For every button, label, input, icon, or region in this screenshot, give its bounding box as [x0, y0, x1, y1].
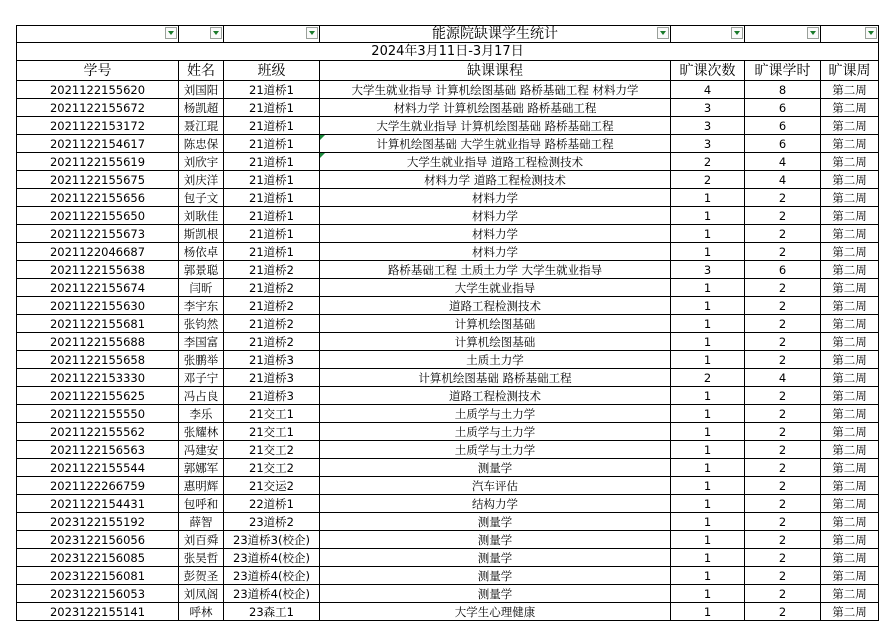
cell-name[interactable]: 冯占良: [179, 387, 224, 405]
subtitle-row: [17, 43, 879, 61]
cell-class[interactable]: 21道桥2: [224, 261, 320, 279]
cell-absence-count[interactable]: 1: [671, 279, 745, 297]
cell-student-id[interactable]: 2021122155673: [17, 225, 179, 243]
cell-missed-courses[interactable]: 测量学: [320, 567, 671, 585]
cell-missed-courses[interactable]: 测量学: [320, 459, 671, 477]
cell-absence-week[interactable]: 第二周: [821, 207, 879, 225]
cell-absence-hours[interactable]: 2: [745, 567, 821, 585]
cell-missed-courses[interactable]: 材料力学 道路工程检测技术: [320, 171, 671, 189]
header-class: 班级: [224, 61, 320, 81]
cell-absence-count[interactable]: 1: [671, 567, 745, 585]
filter-dropdown-icon[interactable]: [306, 27, 318, 39]
cell-absence-week[interactable]: 第二周: [821, 117, 879, 135]
cell-student-id[interactable]: 2021122155562: [17, 423, 179, 441]
cell-name[interactable]: 刘国阳: [179, 81, 224, 99]
table-row: [17, 315, 879, 333]
cell-absence-week[interactable]: 第二周: [821, 441, 879, 459]
table-row: [17, 261, 879, 279]
cell-absence-hours[interactable]: 6: [745, 99, 821, 117]
cell-name[interactable]: 杨凯超: [179, 99, 224, 117]
cell-missed-courses[interactable]: 大学生就业指导 计算机绘图基础 路桥基础工程 材料力学: [320, 81, 671, 99]
cell-absence-hours[interactable]: 2: [745, 243, 821, 261]
cell-absence-week[interactable]: 第二周: [821, 369, 879, 387]
cell-class[interactable]: 21道桥1: [224, 225, 320, 243]
cell-absence-count[interactable]: 2: [671, 369, 745, 387]
cell-absence-hours[interactable]: 2: [745, 387, 821, 405]
table-row: [17, 495, 879, 513]
cell-absence-count[interactable]: 2: [671, 171, 745, 189]
cell-student-id[interactable]: 2021122266759: [17, 477, 179, 495]
table-row: [17, 207, 879, 225]
header-row: [17, 61, 879, 81]
cell-absence-count[interactable]: 3: [671, 135, 745, 153]
cell-absence-week[interactable]: 第二周: [821, 135, 879, 153]
cell-class[interactable]: 21道桥2: [224, 279, 320, 297]
cell-name[interactable]: 包呼和: [179, 495, 224, 513]
filter-dropdown-icon[interactable]: [210, 27, 222, 39]
cell-class[interactable]: 21交工2: [224, 459, 320, 477]
cell-absence-count[interactable]: 1: [671, 441, 745, 459]
cell-name[interactable]: 李乐: [179, 405, 224, 423]
cell-absence-week[interactable]: 第二周: [821, 225, 879, 243]
cell-absence-count[interactable]: 1: [671, 459, 745, 477]
cell-absence-week[interactable]: 第二周: [821, 297, 879, 315]
cell-missed-courses[interactable]: 路桥基础工程 土质土力学 大学生就业指导: [320, 261, 671, 279]
cell-absence-hours[interactable]: 2: [745, 207, 821, 225]
cell-student-id[interactable]: 2021122156563: [17, 441, 179, 459]
filter-dropdown-icon[interactable]: [865, 27, 877, 39]
cell-absence-hours[interactable]: 2: [745, 513, 821, 531]
filter-cell-course: [320, 26, 671, 43]
cell-absence-week[interactable]: 第二周: [821, 81, 879, 99]
table-row: [17, 297, 879, 315]
cell-class[interactable]: 23道桥4(校企): [224, 549, 320, 567]
cell-class[interactable]: 21交工1: [224, 423, 320, 441]
cell-absence-week[interactable]: 第二周: [821, 261, 879, 279]
cell-missed-courses[interactable]: 测量学: [320, 531, 671, 549]
cell-absence-count[interactable]: 1: [671, 315, 745, 333]
cell-class[interactable]: 21道桥1: [224, 153, 320, 171]
cell-class[interactable]: 21道桥3: [224, 351, 320, 369]
cell-absence-hours[interactable]: 6: [745, 117, 821, 135]
cell-class[interactable]: 21道桥1: [224, 189, 320, 207]
cell-student-id[interactable]: 2021122155688: [17, 333, 179, 351]
cell-absence-week[interactable]: 第二周: [821, 405, 879, 423]
cell-class[interactable]: 21交运2: [224, 477, 320, 495]
filter-dropdown-icon[interactable]: [165, 27, 177, 39]
cell-class[interactable]: 23道桥4(校企): [224, 585, 320, 603]
cell-name[interactable]: 陈忠保: [179, 135, 224, 153]
table-row: [17, 459, 879, 477]
filter-dropdown-icon[interactable]: [657, 27, 669, 39]
cell-class[interactable]: 21道桥1: [224, 99, 320, 117]
filter-cell-class: [224, 26, 320, 43]
cell-class[interactable]: 21道桥3: [224, 387, 320, 405]
cell-student-id[interactable]: 2021122155675: [17, 171, 179, 189]
cell-class[interactable]: 23道桥3(校企): [224, 531, 320, 549]
cell-student-id[interactable]: 2021122154431: [17, 495, 179, 513]
cell-class[interactable]: 21交工1: [224, 405, 320, 423]
cell-absence-week[interactable]: 第二周: [821, 279, 879, 297]
cell-class[interactable]: 21交工2: [224, 441, 320, 459]
table-row: [17, 171, 879, 189]
cell-name[interactable]: 郭娜军: [179, 459, 224, 477]
cell-student-id[interactable]: 2021122155620: [17, 81, 179, 99]
cell-absence-count[interactable]: 3: [671, 117, 745, 135]
header-student-id: 学号: [17, 61, 179, 81]
cell-student-id[interactable]: 2021122153330: [17, 369, 179, 387]
table-row: [17, 387, 879, 405]
table-row: [17, 423, 879, 441]
cell-absence-count[interactable]: 1: [671, 585, 745, 603]
cell-absence-count[interactable]: 4: [671, 81, 745, 99]
cell-class[interactable]: 21道桥1: [224, 207, 320, 225]
cell-missed-courses[interactable]: 材料力学: [320, 207, 671, 225]
cell-missed-courses[interactable]: 计算机绘图基础 路桥基础工程: [320, 369, 671, 387]
cell-missed-courses[interactable]: 材料力学: [320, 225, 671, 243]
cell-absence-week[interactable]: 第二周: [821, 495, 879, 513]
cell-name[interactable]: 李国富: [179, 333, 224, 351]
cell-absence-hours[interactable]: 2: [745, 351, 821, 369]
filter-cell-week: [821, 26, 879, 43]
cell-missed-courses[interactable]: 道路工程检测技术: [320, 387, 671, 405]
cell-missed-courses[interactable]: 测量学: [320, 585, 671, 603]
cell-absence-week[interactable]: 第二周: [821, 459, 879, 477]
cell-absence-hours[interactable]: 2: [745, 585, 821, 603]
cell-missed-courses[interactable]: 测量学: [320, 513, 671, 531]
cell-class[interactable]: 21道桥1: [224, 81, 320, 99]
table-row: [17, 117, 879, 135]
cell-student-id[interactable]: 2023122156053: [17, 585, 179, 603]
table-row: [17, 81, 879, 99]
cell-absence-hours[interactable]: 2: [745, 423, 821, 441]
cell-absence-week[interactable]: 第二周: [821, 333, 879, 351]
date-range: 2024年3月11日-3月17日: [17, 43, 879, 61]
absence-table: [16, 25, 879, 621]
cell-missed-courses[interactable]: 大学生心理健康: [320, 603, 671, 621]
cell-absence-week[interactable]: 第二周: [821, 549, 879, 567]
cell-absence-count[interactable]: 1: [671, 225, 745, 243]
cell-class[interactable]: 23道桥4(校企): [224, 567, 320, 585]
cell-name[interactable]: 彭贺圣: [179, 567, 224, 585]
table-row: [17, 549, 879, 567]
cell-name[interactable]: 闫昕: [179, 279, 224, 297]
cell-student-id[interactable]: 2021122155674: [17, 279, 179, 297]
cell-absence-hours[interactable]: 8: [745, 81, 821, 99]
cell-absence-hours[interactable]: 2: [745, 603, 821, 621]
table-row: [17, 369, 879, 387]
cell-class[interactable]: 21道桥2: [224, 297, 320, 315]
cell-absence-count[interactable]: 1: [671, 603, 745, 621]
cell-absence-hours[interactable]: 2: [745, 495, 821, 513]
cell-absence-count[interactable]: 3: [671, 261, 745, 279]
header-absence-week: 旷课周: [821, 61, 879, 81]
cell-absence-week[interactable]: 第二周: [821, 171, 879, 189]
cell-student-id[interactable]: 2021122154617: [17, 135, 179, 153]
cell-class[interactable]: 23森工1: [224, 603, 320, 621]
cell-absence-hours[interactable]: 2: [745, 405, 821, 423]
table-row: [17, 243, 879, 261]
cell-absence-hours[interactable]: 4: [745, 369, 821, 387]
cell-student-id[interactable]: 2021122155550: [17, 405, 179, 423]
cell-absence-week[interactable]: 第二周: [821, 243, 879, 261]
cell-name[interactable]: 聂江琨: [179, 117, 224, 135]
table-row: [17, 99, 879, 117]
header-name: 姓名: [179, 61, 224, 81]
cell-missed-courses[interactable]: 土质学与土力学: [320, 405, 671, 423]
cell-absence-week[interactable]: 第二周: [821, 189, 879, 207]
table-row: [17, 279, 879, 297]
cell-missed-courses[interactable]: 土质土力学: [320, 351, 671, 369]
sheet-title: 能源院缺课学生统计: [432, 26, 558, 42]
header-absence-hours: 旷课学时: [745, 61, 821, 81]
cell-name[interactable]: 郭景聪: [179, 261, 224, 279]
cell-student-id[interactable]: 2021122155619: [17, 153, 179, 171]
cell-student-id[interactable]: 2021122155630: [17, 297, 179, 315]
cell-absence-count[interactable]: 1: [671, 405, 745, 423]
cell-name[interactable]: 惠明辉: [179, 477, 224, 495]
cell-name[interactable]: 刘欣宇: [179, 153, 224, 171]
cell-missed-courses[interactable]: [320, 153, 671, 171]
table-row: [17, 603, 879, 621]
cell-absence-week[interactable]: 第二周: [821, 351, 879, 369]
cell-student-id[interactable]: 2021122155658: [17, 351, 179, 369]
table-row: [17, 153, 879, 171]
filter-dropdown-icon[interactable]: [807, 27, 819, 39]
cell-student-id[interactable]: 2021122155656: [17, 189, 179, 207]
cell-absence-count[interactable]: 1: [671, 189, 745, 207]
cell-student-id[interactable]: 2021122155625: [17, 387, 179, 405]
cell-missed-courses[interactable]: [320, 135, 671, 153]
cell-class[interactable]: 23道桥2: [224, 513, 320, 531]
filter-row: [17, 26, 879, 43]
cell-absence-week[interactable]: 第二周: [821, 585, 879, 603]
cell-missed-courses[interactable]: 大学生就业指导: [320, 279, 671, 297]
cell-absence-hours[interactable]: 4: [745, 153, 821, 171]
cell-missed-courses[interactable]: 测量学: [320, 549, 671, 567]
cell-absence-count[interactable]: 1: [671, 333, 745, 351]
cell-absence-week[interactable]: 第二周: [821, 513, 879, 531]
cell-absence-hours[interactable]: 2: [745, 549, 821, 567]
cell-absence-week[interactable]: 第二周: [821, 153, 879, 171]
table-row: [17, 441, 879, 459]
cell-absence-week[interactable]: 第二周: [821, 315, 879, 333]
table-row: [17, 405, 879, 423]
cell-name[interactable]: 刘百舜: [179, 531, 224, 549]
filter-cell-name: [179, 26, 224, 43]
cell-name[interactable]: 刘庆洋: [179, 171, 224, 189]
cell-student-id[interactable]: 2023122156056: [17, 531, 179, 549]
cell-missed-courses[interactable]: 汽车评估: [320, 477, 671, 495]
cell-absence-count[interactable]: 1: [671, 531, 745, 549]
cell-class[interactable]: 21道桥3: [224, 369, 320, 387]
cell-name[interactable]: 张钧然: [179, 315, 224, 333]
table-row: [17, 585, 879, 603]
cell-class[interactable]: 21道桥1: [224, 117, 320, 135]
cell-missed-courses[interactable]: 材料力学: [320, 189, 671, 207]
table-row: [17, 477, 879, 495]
spreadsheet: [16, 25, 878, 621]
table-row: [17, 189, 879, 207]
cell-absence-count[interactable]: 1: [671, 297, 745, 315]
table-row: [17, 333, 879, 351]
table-row: [17, 135, 879, 153]
comment-marker-icon: [320, 135, 325, 140]
table-row: [17, 351, 879, 369]
cell-absence-count[interactable]: 1: [671, 207, 745, 225]
cell-class[interactable]: 22道桥1: [224, 495, 320, 513]
filter-cell-id: [17, 26, 179, 43]
cell-class[interactable]: 21道桥2: [224, 333, 320, 351]
cell-student-id[interactable]: 2023122155141: [17, 603, 179, 621]
cell-student-id[interactable]: 2023122156085: [17, 549, 179, 567]
cell-absence-count[interactable]: 3: [671, 99, 745, 117]
cell-absence-hours[interactable]: 2: [745, 477, 821, 495]
cell-name[interactable]: 李宇东: [179, 297, 224, 315]
cell-absence-count[interactable]: 1: [671, 351, 745, 369]
cell-missed-courses[interactable]: 道路工程检测技术: [320, 297, 671, 315]
cell-student-id[interactable]: 2021122155681: [17, 315, 179, 333]
table-row: [17, 531, 879, 549]
cell-name[interactable]: 邓子宁: [179, 369, 224, 387]
cell-absence-hours[interactable]: 2: [745, 297, 821, 315]
cell-student-id[interactable]: 2021122155544: [17, 459, 179, 477]
cell-missed-courses[interactable]: 土质学与土力学: [320, 441, 671, 459]
cell-student-id[interactable]: 2021122155650: [17, 207, 179, 225]
cell-absence-count[interactable]: 1: [671, 495, 745, 513]
cell-name[interactable]: 包子文: [179, 189, 224, 207]
cell-name[interactable]: 刘耿佳: [179, 207, 224, 225]
header-missed-courses: 缺课课程: [320, 61, 671, 81]
cell-student-id[interactable]: 2023122156081: [17, 567, 179, 585]
cell-absence-count[interactable]: 1: [671, 549, 745, 567]
cell-name[interactable]: 斯凯根: [179, 225, 224, 243]
cell-absence-hours[interactable]: 2: [745, 441, 821, 459]
cell-name[interactable]: 刘凤阁: [179, 585, 224, 603]
cell-absence-hours[interactable]: 2: [745, 531, 821, 549]
cell-name[interactable]: 张昊哲: [179, 549, 224, 567]
cell-absence-hours[interactable]: 2: [745, 189, 821, 207]
cell-absence-week[interactable]: 第二周: [821, 423, 879, 441]
cell-absence-hours[interactable]: 4: [745, 171, 821, 189]
cell-name[interactable]: 薛智: [179, 513, 224, 531]
cell-class[interactable]: 21道桥1: [224, 171, 320, 189]
cell-missed-courses[interactable]: 材料力学 计算机绘图基础 路桥基础工程: [320, 99, 671, 117]
cell-absence-hours[interactable]: 6: [745, 135, 821, 153]
cell-absence-hours[interactable]: 2: [745, 279, 821, 297]
table-row: [17, 225, 879, 243]
cell-absence-count[interactable]: 1: [671, 243, 745, 261]
cell-missed-courses[interactable]: 材料力学: [320, 243, 671, 261]
cell-absence-week[interactable]: 第二周: [821, 603, 879, 621]
cell-absence-hours[interactable]: 2: [745, 459, 821, 477]
filter-cell-count: [671, 26, 745, 43]
cell-absence-hours[interactable]: 2: [745, 225, 821, 243]
cell-absence-week[interactable]: 第二周: [821, 567, 879, 585]
cell-absence-count[interactable]: 1: [671, 423, 745, 441]
cell-absence-count[interactable]: 1: [671, 387, 745, 405]
cell-absence-hours[interactable]: 2: [745, 315, 821, 333]
filter-dropdown-icon[interactable]: [731, 27, 743, 39]
cell-absence-hours[interactable]: 2: [745, 333, 821, 351]
cell-absence-count[interactable]: 1: [671, 513, 745, 531]
cell-absence-week[interactable]: 第二周: [821, 477, 879, 495]
cell-missed-courses[interactable]: 土质学与土力学: [320, 423, 671, 441]
cell-class[interactable]: 21道桥1: [224, 135, 320, 153]
cell-absence-count[interactable]: 1: [671, 477, 745, 495]
header-absence-count: 旷课次数: [671, 61, 745, 81]
cell-student-id[interactable]: 2021122046687: [17, 243, 179, 261]
cell-absence-week[interactable]: 第二周: [821, 99, 879, 117]
cell-student-id[interactable]: 2023122155192: [17, 513, 179, 531]
cell-missed-courses[interactable]: 计算机绘图基础: [320, 333, 671, 351]
cell-student-id[interactable]: 2021122155672: [17, 99, 179, 117]
cell-name[interactable]: 张鹏举: [179, 351, 224, 369]
table-row: [17, 513, 879, 531]
cell-name[interactable]: 张耀林: [179, 423, 224, 441]
cell-absence-week[interactable]: 第二周: [821, 531, 879, 549]
filter-cell-hours: [745, 26, 821, 43]
cell-missed-courses[interactable]: 结构力学: [320, 495, 671, 513]
cell-absence-count[interactable]: 2: [671, 153, 745, 171]
cell-text: 大学生就业指导 道路工程检测技术: [406, 154, 584, 169]
cell-missed-courses[interactable]: 计算机绘图基础: [320, 315, 671, 333]
cell-class[interactable]: 21道桥1: [224, 243, 320, 261]
cell-missed-courses[interactable]: 大学生就业指导 计算机绘图基础 路桥基础工程: [320, 117, 671, 135]
cell-name[interactable]: 呼林: [179, 603, 224, 621]
cell-name[interactable]: 杨依卓: [179, 243, 224, 261]
cell-student-id[interactable]: 2021122153172: [17, 117, 179, 135]
cell-name[interactable]: 冯建安: [179, 441, 224, 459]
cell-student-id[interactable]: 2021122155638: [17, 261, 179, 279]
cell-absence-hours[interactable]: 6: [745, 261, 821, 279]
table-row: [17, 567, 879, 585]
cell-absence-week[interactable]: 第二周: [821, 387, 879, 405]
cell-text: 计算机绘图基础 大学生就业指导 路桥基础工程: [376, 136, 614, 151]
comment-marker-icon: [320, 153, 325, 158]
cell-class[interactable]: 21道桥2: [224, 315, 320, 333]
